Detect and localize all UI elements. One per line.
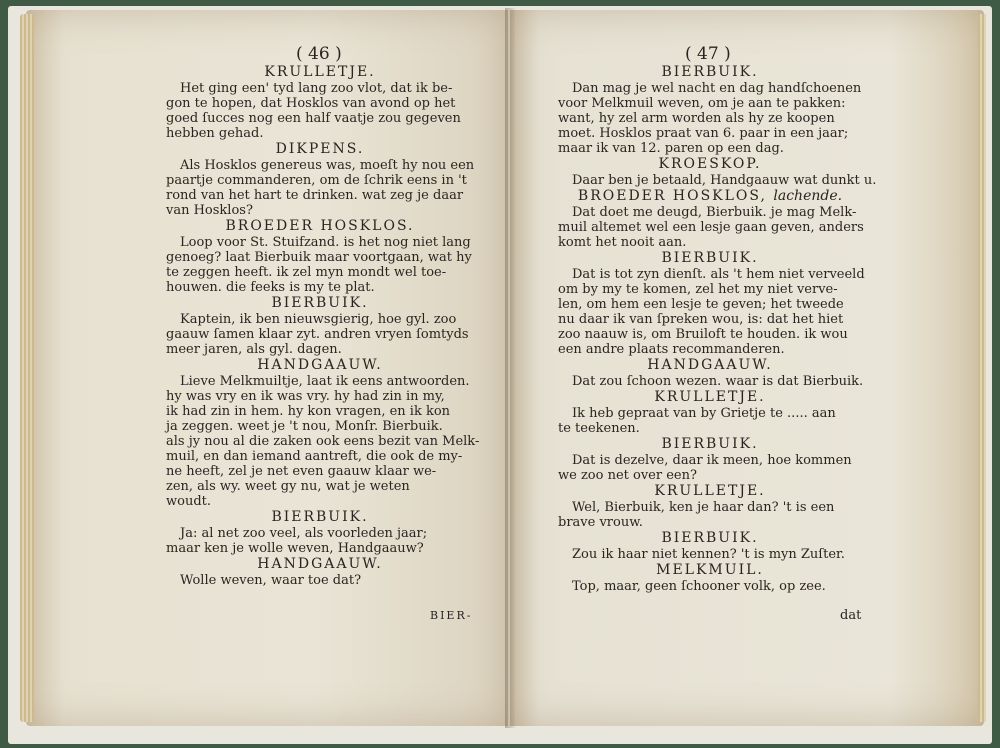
right-page-edges [978, 14, 986, 722]
text-line: zen, als wy. weet gy nu, wat je weten [166, 479, 410, 494]
text-line: Loop voor St. Stuifzand. is het nog niet lang [180, 235, 471, 250]
text-line: een andre plaats recommanderen. [558, 342, 785, 357]
text-line: voor Melkmuil weven, om je aan te pakken: [558, 96, 846, 111]
text-line: Ik heb gepraat van by Grietje te ..... aan [572, 406, 836, 421]
text-line: rond van het hart te drinken. wat zeg je daar [166, 188, 464, 203]
text-line: ja zeggen. weet je 't nou, Monſr. Bierbuik. [166, 419, 443, 434]
speaker-heading: BIERBUIK. [661, 64, 759, 80]
text-line: brave vrouw. [558, 515, 643, 530]
text-line: Ja: al net zoo veel, als voorleden jaar; [180, 526, 428, 541]
speaker-heading: BIERBUIK. [271, 295, 369, 311]
text-line: Dat zou ſchoon wezen. waar is dat Bierbuik. [572, 374, 864, 389]
speaker-heading: BIERBUIK. [661, 436, 759, 452]
book-gutter [505, 8, 515, 728]
text-line: houwen. die feeks is my te plat. [166, 280, 375, 295]
text-line: want, hy zel arm worden als hy ze koopen [558, 111, 835, 126]
text-line: gon te hopen, dat Hosklos van avond op het [166, 96, 456, 111]
text-line: te teekenen. [558, 421, 640, 436]
text-line: muil altemet wel een lesje gaan geven, anders [558, 220, 864, 235]
text-line: Lieve Melkmuiltje, laat ik eens antwoorden. [180, 374, 470, 389]
text-line: nu daar ik van ſpreken wou, is: dat het hiet [558, 312, 844, 327]
text-line: Dat is tot zyn dienſt. als 't hem niet verveeld [572, 267, 865, 282]
speaker-heading: KROESKOP. [658, 156, 762, 172]
text-line: ik had zin in hem. hy kon vragen, en ik kon [166, 404, 451, 419]
right-catchword: dat [840, 608, 862, 623]
text-line: woudt. [166, 494, 212, 509]
text-line: Dan mag je wel nacht en dag handſchoenen [572, 81, 862, 96]
speaker-heading: HANDGAAUW. [257, 556, 383, 572]
speaker-heading: BIERBUIK. [271, 509, 369, 525]
right-page-number: ( 47 ) [685, 44, 731, 64]
text-line: ne heeft, zel je net even gaauw klaar we- [166, 464, 437, 479]
text-line: om by my te komen, zel het my niet verve- [558, 282, 838, 297]
text-line: Top, maar, geen ſchooner volk, op zee. [572, 579, 826, 594]
text-line: hy was vry en ik was vry. hy had zin in my, [166, 389, 445, 404]
right-page-text [558, 64, 877, 594]
text-line: als jy nou al die zaken ook eens bezit van Melk- [166, 434, 480, 449]
text-line: gaauw ſamen klaar zyt. andren vryen ſomtyds [166, 327, 469, 342]
text-line: komt het nooit aan. [558, 235, 687, 250]
speaker-heading: KRULLETJE. [654, 389, 766, 405]
speaker-heading: KRULLETJE. [264, 64, 376, 80]
left-page-edges [20, 14, 34, 722]
text-line: maar ken je wolle weven, Handgaauw? [166, 541, 424, 556]
speaker-heading: BROEDER HOSKLOS. [225, 218, 415, 234]
text-line: paartje commanderen, om de ſchrik eens in 't [166, 173, 467, 188]
text-line: len, om hem een lesje te geven; het tweede [558, 297, 844, 312]
speaker-heading: KRULLETJE. [654, 483, 766, 499]
text-line: Kaptein, ik ben nieuwsgierig, hoe gyl. zoo [180, 312, 457, 327]
left-catchword: BIER- [430, 609, 473, 622]
text-line: Als Hosklos genereus was, moeſt hy nou een [180, 158, 475, 173]
text-line: Zou ik haar niet kennen? 't is myn Zuſter. [572, 547, 845, 562]
left-page-text [166, 64, 480, 588]
speaker-heading: BIERBUIK. [661, 530, 759, 546]
text-line: moet. Hosklos praat van 6. paar in een jaar; [558, 126, 849, 141]
text-line: te zeggen heeft. ik zel myn mondt wel toe- [166, 265, 447, 280]
text-line: maar ik van 12. paren op een dag. [558, 141, 784, 156]
speaker-heading: MELKMUIL. [656, 562, 764, 578]
text-line: van Hosklos? [166, 203, 253, 218]
speaker-heading: HANDGAAUW. [647, 357, 773, 373]
text-line: hebben gehad. [166, 126, 264, 141]
text-line: Dat is dezelve, daar ik meen, hoe kommen [572, 453, 852, 468]
text-line: we zoo net over een? [558, 468, 697, 483]
text-line: Daar ben je betaald, Handgaauw wat dunkt u. [572, 173, 877, 188]
text-line: Dat doet me deugd, Bierbuik. je mag Melk- [572, 205, 857, 220]
text-line: Wolle weven, waar toe dat? [180, 573, 362, 588]
text-line: goed ſucces nog een half vaatje zou gegeven [166, 111, 461, 126]
text-line: genoeg? laat Bierbuik maar voortgaan, wat hy [166, 250, 472, 265]
text-line: muil, en dan iemand aantreft, die ook de my- [166, 449, 463, 464]
speaker-heading: BROEDER HOSKLOS, lachende. [577, 188, 843, 204]
speaker-heading: BIERBUIK. [661, 250, 759, 266]
left-page-number: ( 46 ) [296, 44, 342, 64]
speaker-heading: DIKPENS. [275, 141, 365, 157]
text-line: zoo naauw is, om Bruiloft te houden. ik wou [558, 327, 848, 342]
speaker-heading: HANDGAAUW. [257, 357, 383, 373]
text-line: Wel, Bierbuik, ken je haar dan? 't is een [572, 500, 835, 515]
text-line: meer jaren, als gyl. dagen. [166, 342, 342, 357]
text-line: Het ging een' tyd lang zoo vlot, dat ik be- [180, 81, 453, 96]
